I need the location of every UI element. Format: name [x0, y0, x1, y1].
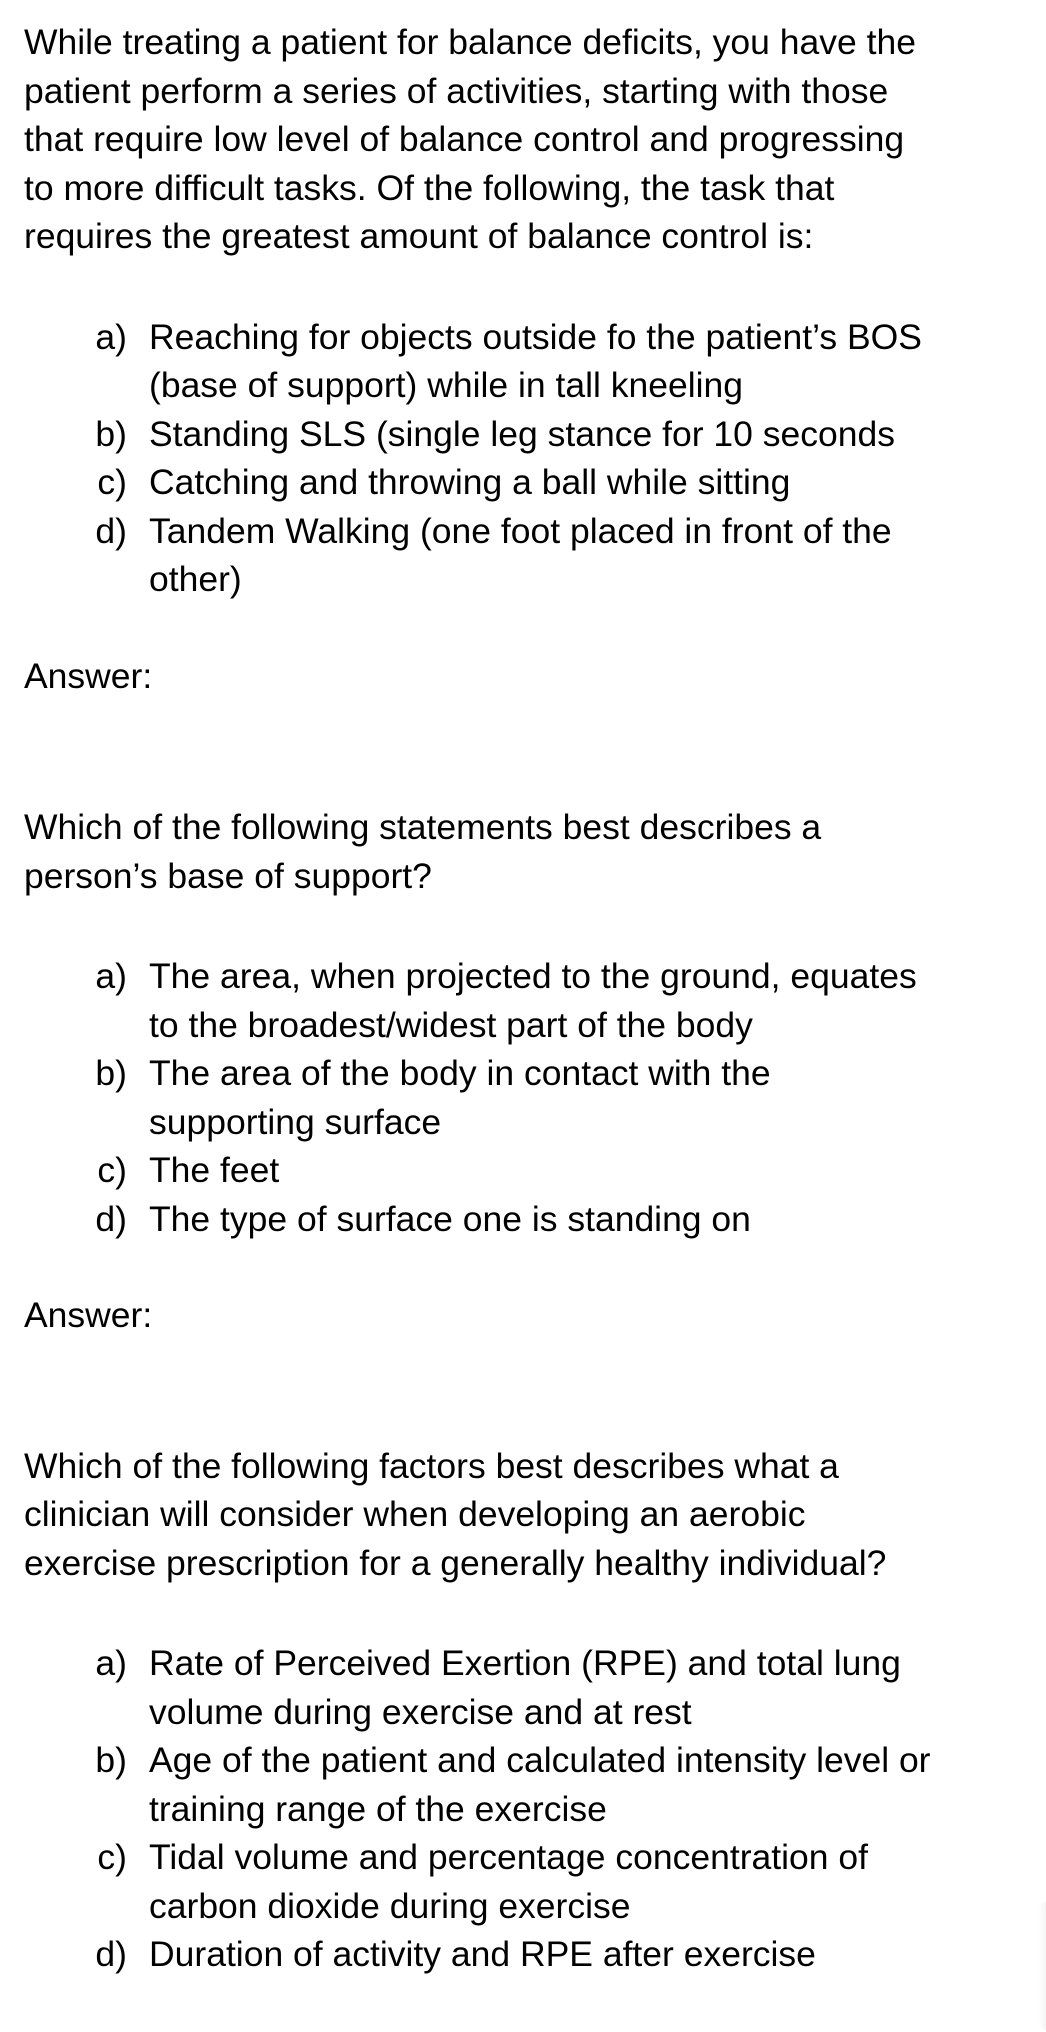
question-3-prompt: Which of the following factors best describes what a clinician will consider when developing an aerobic exercise prescription for a generally healthy individual?	[24, 1445, 887, 1583]
question-2-option-d	[24, 1195, 1024, 1244]
question-1	[24, 18, 1024, 700]
question-2-option-c	[24, 1146, 1024, 1195]
question-1-option-b	[24, 410, 1024, 459]
option-text: The area of the body in contact with the supporting surface	[149, 1053, 771, 1142]
option-letter: d)	[95, 510, 127, 551]
question-2-option-a	[24, 952, 1024, 1049]
document-body	[24, 18, 1024, 1979]
question-1-option-a	[24, 313, 1024, 410]
spacer	[24, 1340, 1024, 1442]
option-text: The area, when projected to the ground, equates to the broadest/widest part of the body	[149, 956, 917, 1045]
option-letter: b)	[95, 413, 127, 454]
option-letter: a)	[95, 316, 127, 357]
option-letter: b)	[95, 1053, 127, 1093]
option-letter: d)	[95, 1934, 127, 1974]
question-3-option-c	[24, 1833, 1024, 1930]
option-text: Tidal volume and percentage concentration of carbon dioxide during exercise	[149, 1837, 868, 1926]
option-letter: a)	[95, 956, 127, 996]
question-2-prompt: Which of the following statements best describes a person’s base of support?	[24, 807, 822, 896]
option-text: The feet	[149, 1150, 280, 1190]
question-1-option-c	[24, 458, 1024, 507]
option-letter: b)	[95, 1740, 127, 1780]
option-letter: a)	[95, 1643, 127, 1683]
spacer	[24, 700, 1024, 803]
option-text: Catching and throwing a ball while sitting	[149, 462, 791, 502]
question-1-option-d	[24, 507, 1024, 604]
question-1-options	[24, 313, 1024, 604]
question-1-answer-label: Answer:	[24, 655, 153, 696]
question-3	[24, 1442, 1024, 1979]
page-edge-shadow	[1038, 1900, 1046, 2032]
question-3-option-a	[24, 1639, 1024, 1736]
question-2-options	[24, 952, 1024, 1243]
option-letter: c)	[97, 1150, 127, 1190]
question-3-option-d	[24, 1930, 1024, 1979]
option-text: Rate of Perceived Exertion (RPE) and total lung volume during exercise and at rest	[149, 1643, 901, 1732]
option-text: Reaching for objects outside fo the patient’s BOS (base of support) while in tall kneeling	[149, 316, 922, 405]
option-text: The type of surface one is standing on	[149, 1198, 751, 1239]
option-letter: c)	[97, 1837, 127, 1877]
option-text: Age of the patient and calculated intensity level or training range of the exercise	[149, 1740, 931, 1829]
option-text: Standing SLS (single leg stance for 10 seconds	[149, 413, 895, 454]
question-2-option-b	[24, 1049, 1024, 1146]
option-letter: d)	[95, 1198, 127, 1239]
question-2	[24, 803, 1024, 1340]
option-text: Tandem Walking (one foot placed in front of the other)	[149, 510, 892, 599]
option-text: Duration of activity and RPE after exercise	[149, 1934, 816, 1974]
question-3-option-b	[24, 1736, 1024, 1833]
option-letter: c)	[97, 462, 127, 502]
question-3-options	[24, 1639, 1024, 1979]
question-1-prompt: While treating a patient for balance deficits, you have the patient perform a series of activities, starting with those that require low level of balance control and progressing to more difficult tasks. Of the following, the task that requires the greatest amount of balance control is:	[24, 22, 916, 256]
question-2-answer-label: Answer:	[24, 1295, 153, 1335]
